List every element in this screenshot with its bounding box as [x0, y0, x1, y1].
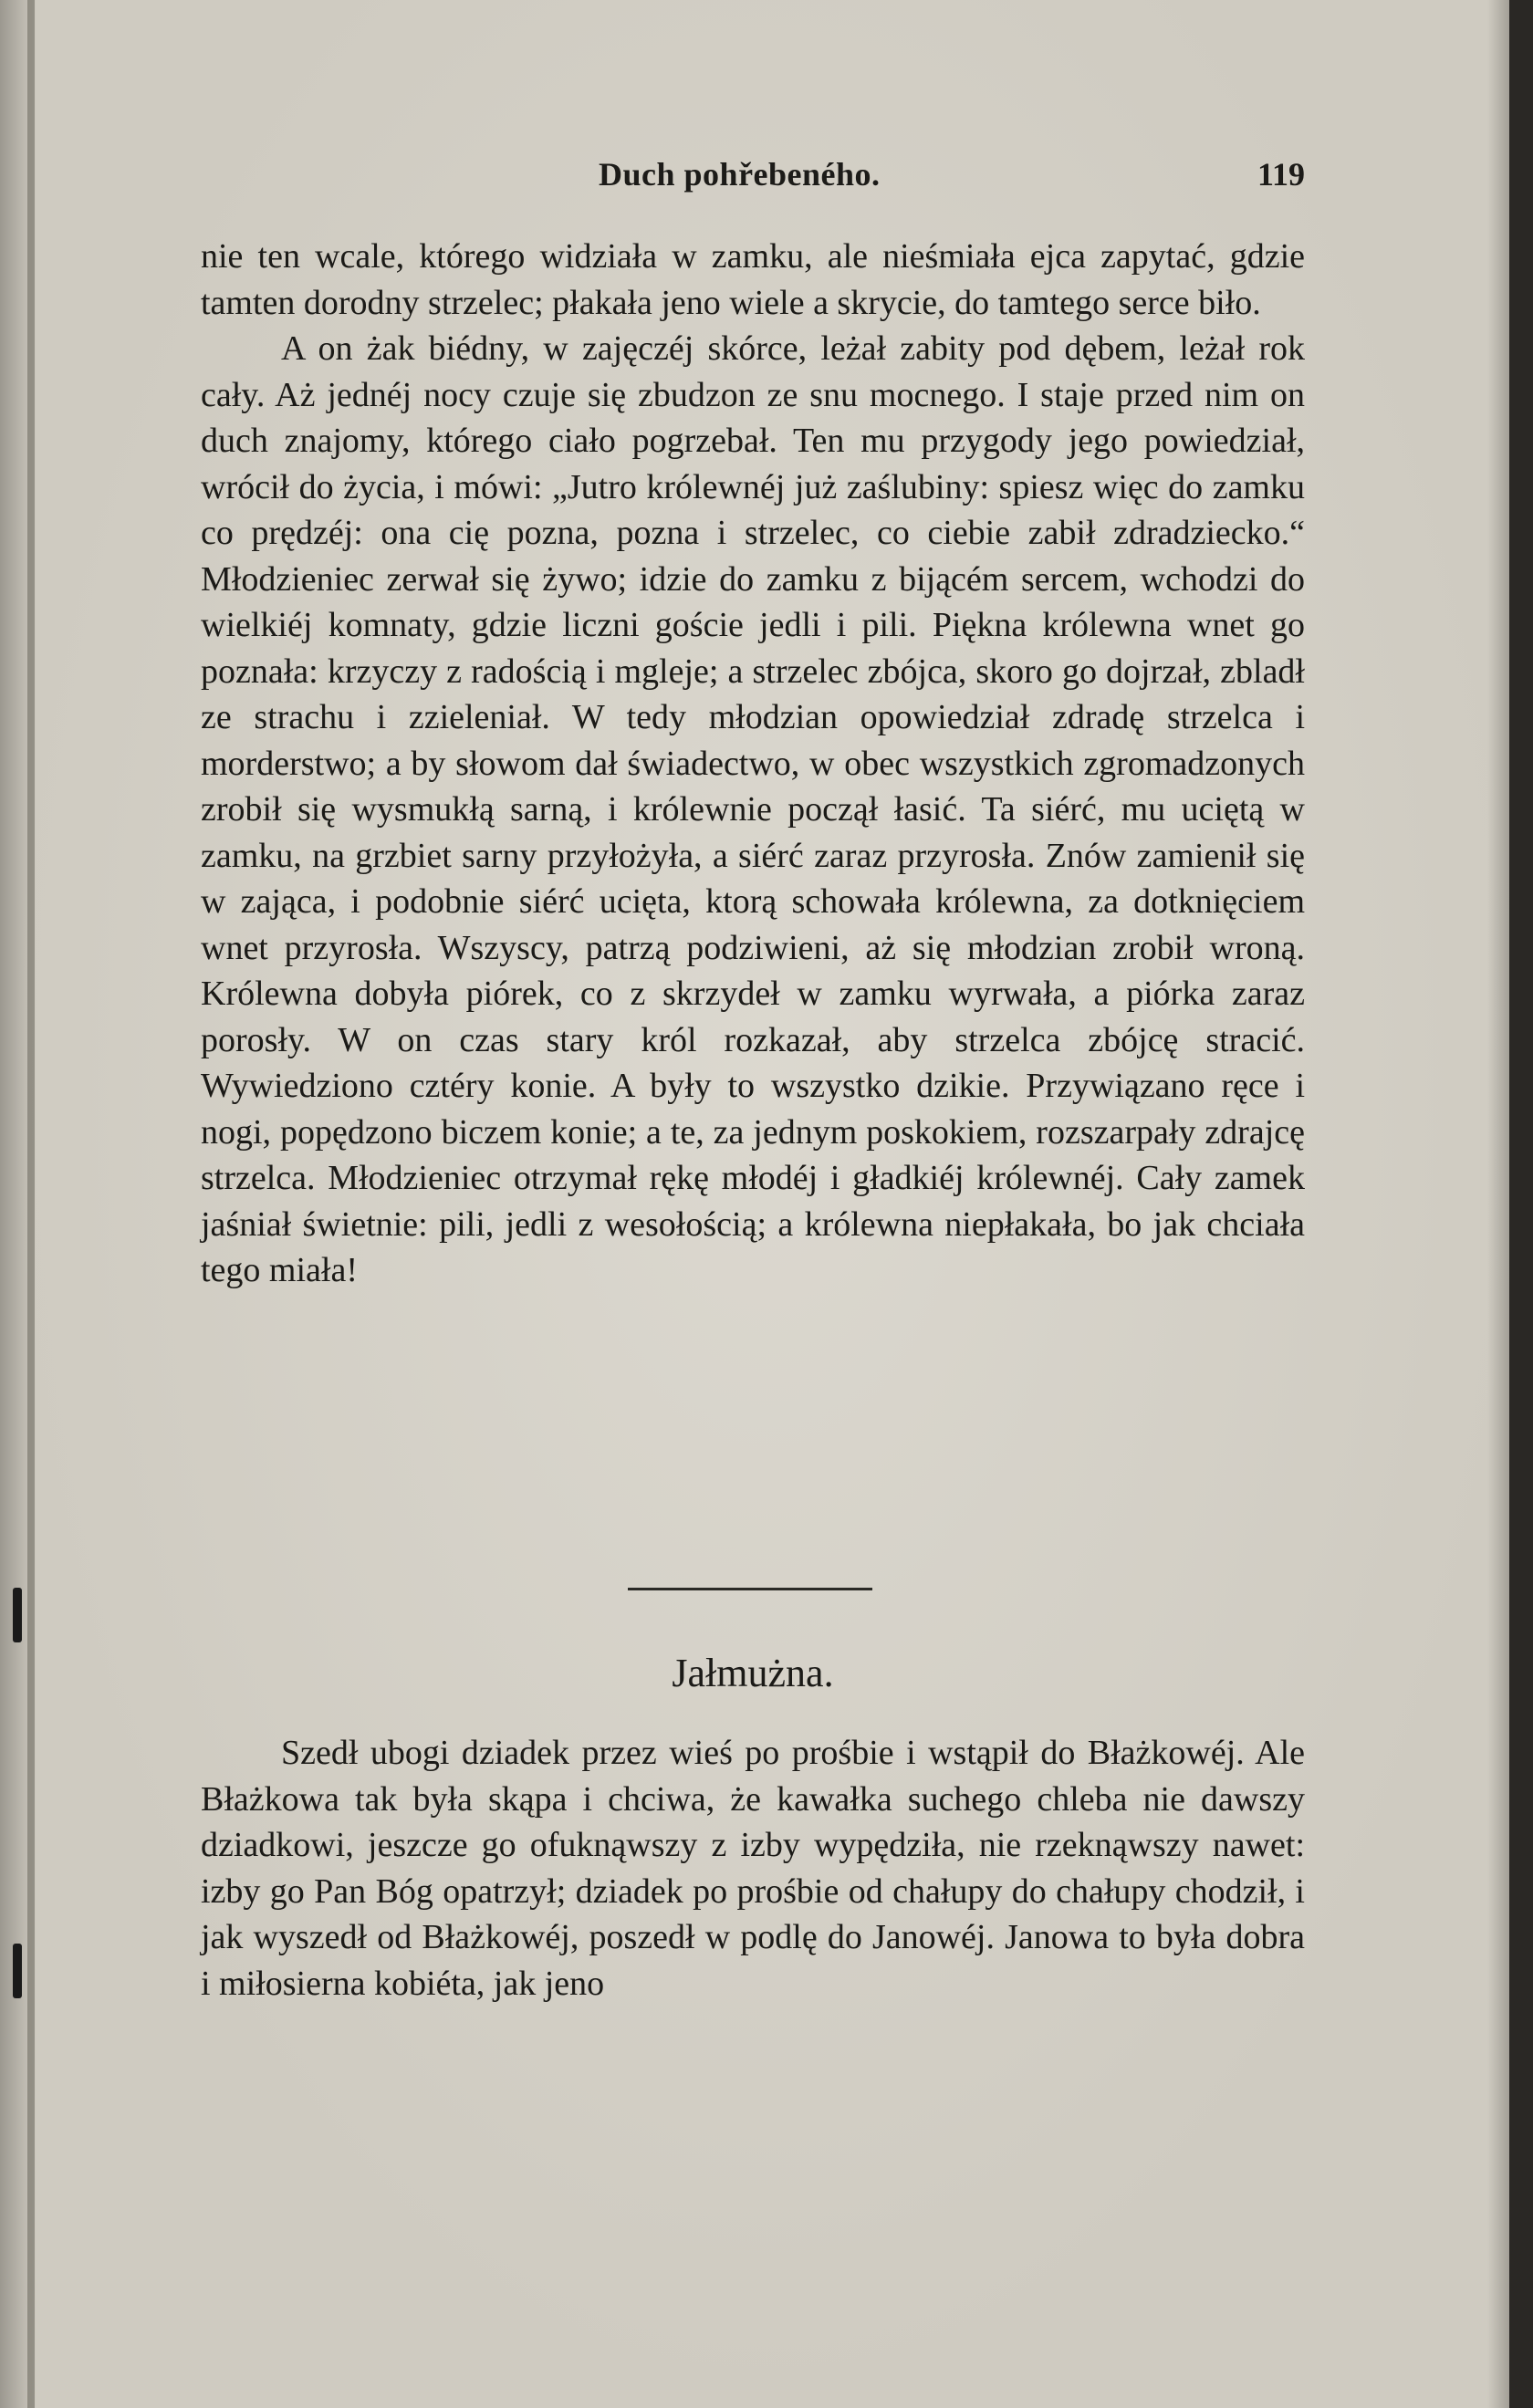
paragraph: A on żak biédny, w zajęczéj skórce, leżał zabity pod dębem, leżał rok cały. Aż jednéj nocy czuje się zbudzon ze snu mocnego. I staje przed nim on duch znajomy, którego ciało pogrzebał. Ten mu przygody jego powiedział, wrócił do życia, i mówi: „Jutro królewnéj już zaślubiny: spiesz więc do zamku co prędzéj: ona cię pozna, pozna i strzelec, co ciebie zabił zdradziecko.“ Młodzieniec zerwał się żywo; idzie do zamku z bijącém sercem, wchodzi do wielkiéj komnaty, gdzie liczni goście jedli i pili. Piękna królewna wnet go poznała: krzyczy z radością i mgleje; a strzelec zbójca, skoro go dojrzał, zbladł ze strachu i zzieleniał. W tedy młodzian opowiedział zdradę strzelca i morderstwo; a by słowom dał świadectwo, w obec wszystkich zgromadzonych zrobił się wysmukłą sarną, i królewnie począł łasić. Ta siérć, mu uciętą w zamku, na grzbiet sarny przyłożyła, a siérć zaraz przyrosła. Znów zamienił się w zająca, i podobnie siérć ucięta, ktorą schowała królewna, za dotknięciem wnet przyrosła. Wszyscy, patrzą podziwieni, aż się młodzian zrobił wroną. Królewna dobyła piórek, co z skrzydeł w zamku wyrwała, a piórka zaraz porosły. W on czas stary król rozkazał, aby strzelca zbójcę stracić. Wywiedziono cztéry konie. A były to wszystko dzikie. Przywiązano ręce i nogi, popędzono biczem konie; a te, za jednym poskokiem, rozszarpały zdrajcę strzelca. Młodzieniec otrzymał rękę młodéj i gładkiéj królewnéj. Cały zamek jaśniał świetnie: pili, jedli z wesołością; a królewna niepłakała, bo jak chciała tego miała! [201, 329, 1305, 1289]
binding-mark [13, 1588, 22, 1642]
page-left-edge [27, 0, 35, 2408]
page-right-edge [1509, 0, 1533, 2408]
page-header [201, 155, 1305, 201]
section-body [201, 1730, 1305, 2007]
running-title: Duch pohřebeného. [599, 156, 881, 193]
binding-mark [13, 1944, 22, 1998]
page-number: 119 [1257, 156, 1305, 193]
section-title: Jałmużna. [672, 1651, 834, 1695]
story-ending [201, 234, 1305, 1294]
section-divider [628, 1588, 872, 1590]
paragraph-continuation: nie ten wcale, którego widziała w zamku, ale nieśmiała ejca zapytać, gdzie tamten dorodny strzelec; płakała jeno wiele a skrycie, do tamtego serce biło. [201, 237, 1305, 322]
paragraph: Szedł ubogi dziadek przez wieś po prośbie i wstąpił do Błażkowéj. Ale Błażkowa tak była skąpa i chciwa, że kawałka suchego chleba nie dawszy dziadkowi, jeszcze go ofuknąwszy z izby wypędziła, nie rzeknąwszy nawet: izby go Pan Bóg opatrzył; dziadek po prośbie od chałupy do chałupy chodził, i jak wyszedł od Błażkowéj, poszedł w podlę do Janowéj. Janowa to była dobra i miłosierna kobiéta, jak jeno [201, 1734, 1305, 2003]
